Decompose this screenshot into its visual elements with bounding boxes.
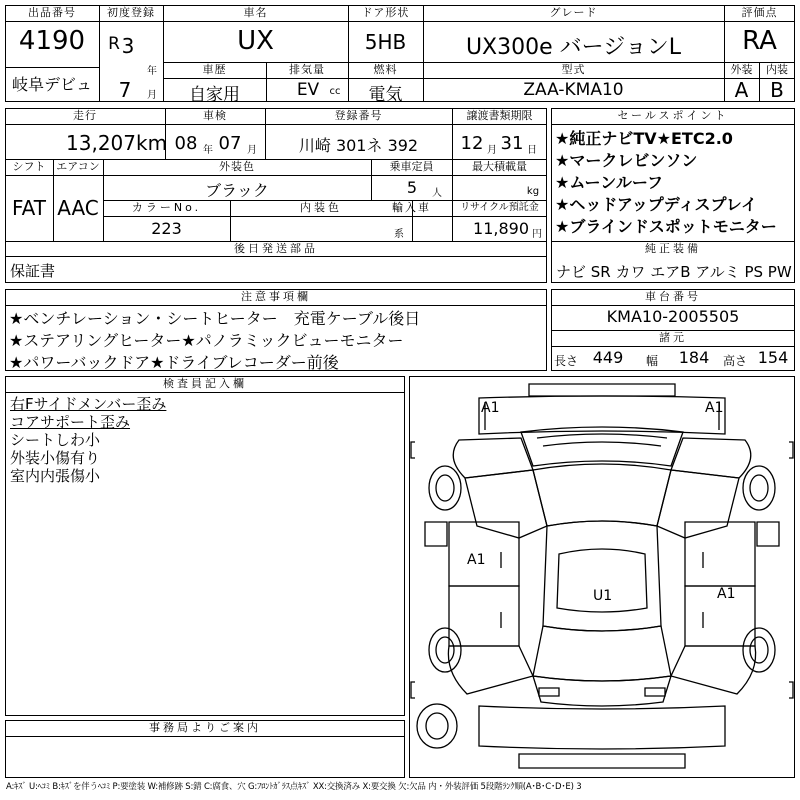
inspector-line: 室内内張傷小 [10,467,101,485]
grade: UX300e バージョンL [465,35,682,60]
inspection-month: 07 [218,133,242,154]
interior-color-unit: 系 [394,229,404,240]
displacement: EV [296,80,320,100]
height-label: 高さ [722,354,747,368]
first-reg-month: 7 [118,78,132,102]
displacement-label: 排気量 [289,63,325,76]
inspector-list [10,395,400,485]
mark-left-door: A1 [467,552,486,568]
load-label: 最大積載量 [472,160,527,173]
notes-label: 注意事項欄 [241,290,311,303]
plate-label: 登録番号 [334,109,383,122]
door-label: ドア形状 [361,6,410,19]
capacity-unit: 人 [432,188,442,199]
spare-wheel [417,704,457,748]
back-door [533,676,671,706]
grade-label: グレード [549,6,598,19]
right-front-door [685,522,755,586]
roof [543,521,661,631]
note-line: ★ベンチレーション・シートヒーター 充電ケーブル後日 [9,309,421,328]
mark-front-right: A1 [705,400,724,416]
selling-points-list [555,128,793,238]
front-right-wheel [743,466,775,510]
transfer-day-unit: 日 [527,145,537,156]
color-no-label: カラーNo. [131,201,202,214]
inspector-line: シートしわ小 [10,431,101,449]
history: 自家用 [189,85,240,105]
length: 449 [592,348,624,367]
car-name: UX [237,26,274,56]
hood [521,427,683,466]
fuel: 電気 [368,85,403,105]
inspection-month-unit: 月 [247,145,257,156]
rear-bumper [479,706,725,749]
inspection-year-unit: 年 [203,145,213,156]
selling-points-label: セールスポイント [617,109,729,122]
shipping-value: 保証書 [10,262,56,280]
transfer-label: 譲渡書類期限 [466,109,533,122]
shift-label: シフト [12,160,46,173]
interior-grade: B [770,78,784,102]
recycle-unit: 円 [532,229,542,240]
mileage: 13,207 [66,131,136,155]
transfer-month-unit: 月 [487,145,497,156]
rear-left-wheel [429,628,461,672]
windshield [533,464,671,526]
height: 154 [757,348,789,367]
note-line: ★ステアリングヒーター★パノラミックビューモニター [9,331,404,350]
chassis-label: 車台番号 [645,290,701,303]
shift: FAT [11,196,46,220]
notes-list [9,308,545,374]
shipping-label: 後日発送部品 [234,242,318,255]
color-label: 外装色 [219,160,255,173]
length-label: 長さ [554,354,579,368]
equipment-value: ナビ SR カワ エアB アルミ PS PW [556,263,792,281]
interior-label: 内装 [766,63,788,76]
inspector-line: 外装小傷有り [10,449,101,467]
recycle-label: リサイクル預託金 [460,202,539,213]
selling-point: ★マークレビンソン [555,151,698,170]
transfer-day: 31 [500,133,524,154]
inspection-year: 08 [174,133,198,154]
history-label: 車歴 [202,63,227,76]
width-label: 幅 [645,354,658,368]
front-left-wheel [429,466,461,510]
displacement-unit: cc [329,86,341,97]
legend: A:ｷｽﾞ U:ﾍｺﾐ B:ｷｽﾞを伴うﾍｺﾐ P:要塗装 W:補修跡 S:錆 C:腐食、穴 G:ﾌﾛﾝﾄｶﾞﾗｽ点ｷｽﾞ XX:交換済み X:要交換 欠:欠品 内・外装評価 5段階ﾗﾝｸ順(A･B･C･D･E) 3 [6,782,582,792]
car-diagram [409,376,795,778]
rear-right-wheel [743,628,775,672]
mark-right-door: A1 [717,586,736,602]
recycle-fee: 11,890 [473,219,529,238]
dims-label: 諸元 [659,331,687,344]
front-bumper [479,396,725,434]
first-reg-month-unit: 月 [147,90,157,101]
import-label: 輸入車 [392,201,431,214]
door-type: 5HB [364,30,407,54]
first-reg-year: 3 [121,34,135,58]
inspector-label: 検査員記入欄 [163,377,247,390]
selling-point: ★ヘッドアップディスプレイ [555,195,758,214]
ac-label: エアコン [56,160,100,173]
interior-color-label: 内装色 [300,201,342,214]
first-reg-year-unit: 年 [147,66,157,77]
inspector-line: 右Fサイドメンバー歪み [10,395,167,413]
car-name-label: 車名 [243,6,268,19]
ac: AAC [57,196,99,220]
capacity: 5 [406,178,418,197]
front-bumper-top [529,384,675,396]
first-reg-era: R [108,34,120,54]
lot-number: 4190 [18,26,86,56]
right-a-pillar [657,470,739,538]
mileage-label: 走行 [73,109,97,122]
exterior-grade: A [734,78,749,102]
selling-point: ★純正ナビTV★ETC2.0 [555,129,733,148]
mileage-unit: km [136,131,168,155]
chassis-number: KMA10-2005505 [606,307,740,326]
mark-roof: U1 [593,588,613,604]
score: RA [742,26,777,56]
inspector-line: コアサポート歪み [10,413,131,431]
first-reg-label: 初度登録 [107,6,155,19]
inspection-label: 車検 [203,109,227,122]
exterior-label: 外装 [730,63,753,76]
fuel-label: 燃料 [373,63,398,76]
score-label: 評価点 [741,6,778,19]
equipment-label: 純正装備 [645,242,701,255]
office-label: 事務局よりご案内 [149,721,261,734]
plate: 川崎 301ネ 392 [298,136,419,155]
shipping-block [5,256,547,283]
venue: 岐阜デビュ [11,75,92,94]
transfer-month: 12 [460,133,484,154]
selling-point: ★ブラインドスポットモニター [555,217,777,236]
model: ZAA-KMA10 [523,80,624,100]
load-unit: kg [526,186,540,197]
model-label: 型式 [561,63,586,76]
selling-point: ★ムーンルーフ [555,173,664,192]
left-a-pillar [465,470,547,538]
width: 184 [678,348,710,367]
color-no: 223 [151,219,182,238]
note-line: ★パワーバックドア★ドライブレコーダー前後 [9,353,339,372]
mark-front-left: A1 [481,400,500,416]
color: ブラック [205,181,269,200]
capacity-label: 乗車定員 [389,160,434,173]
lot-label: 出品番号 [28,6,76,19]
rear-glass [533,626,671,681]
left-rear-door [449,586,519,646]
